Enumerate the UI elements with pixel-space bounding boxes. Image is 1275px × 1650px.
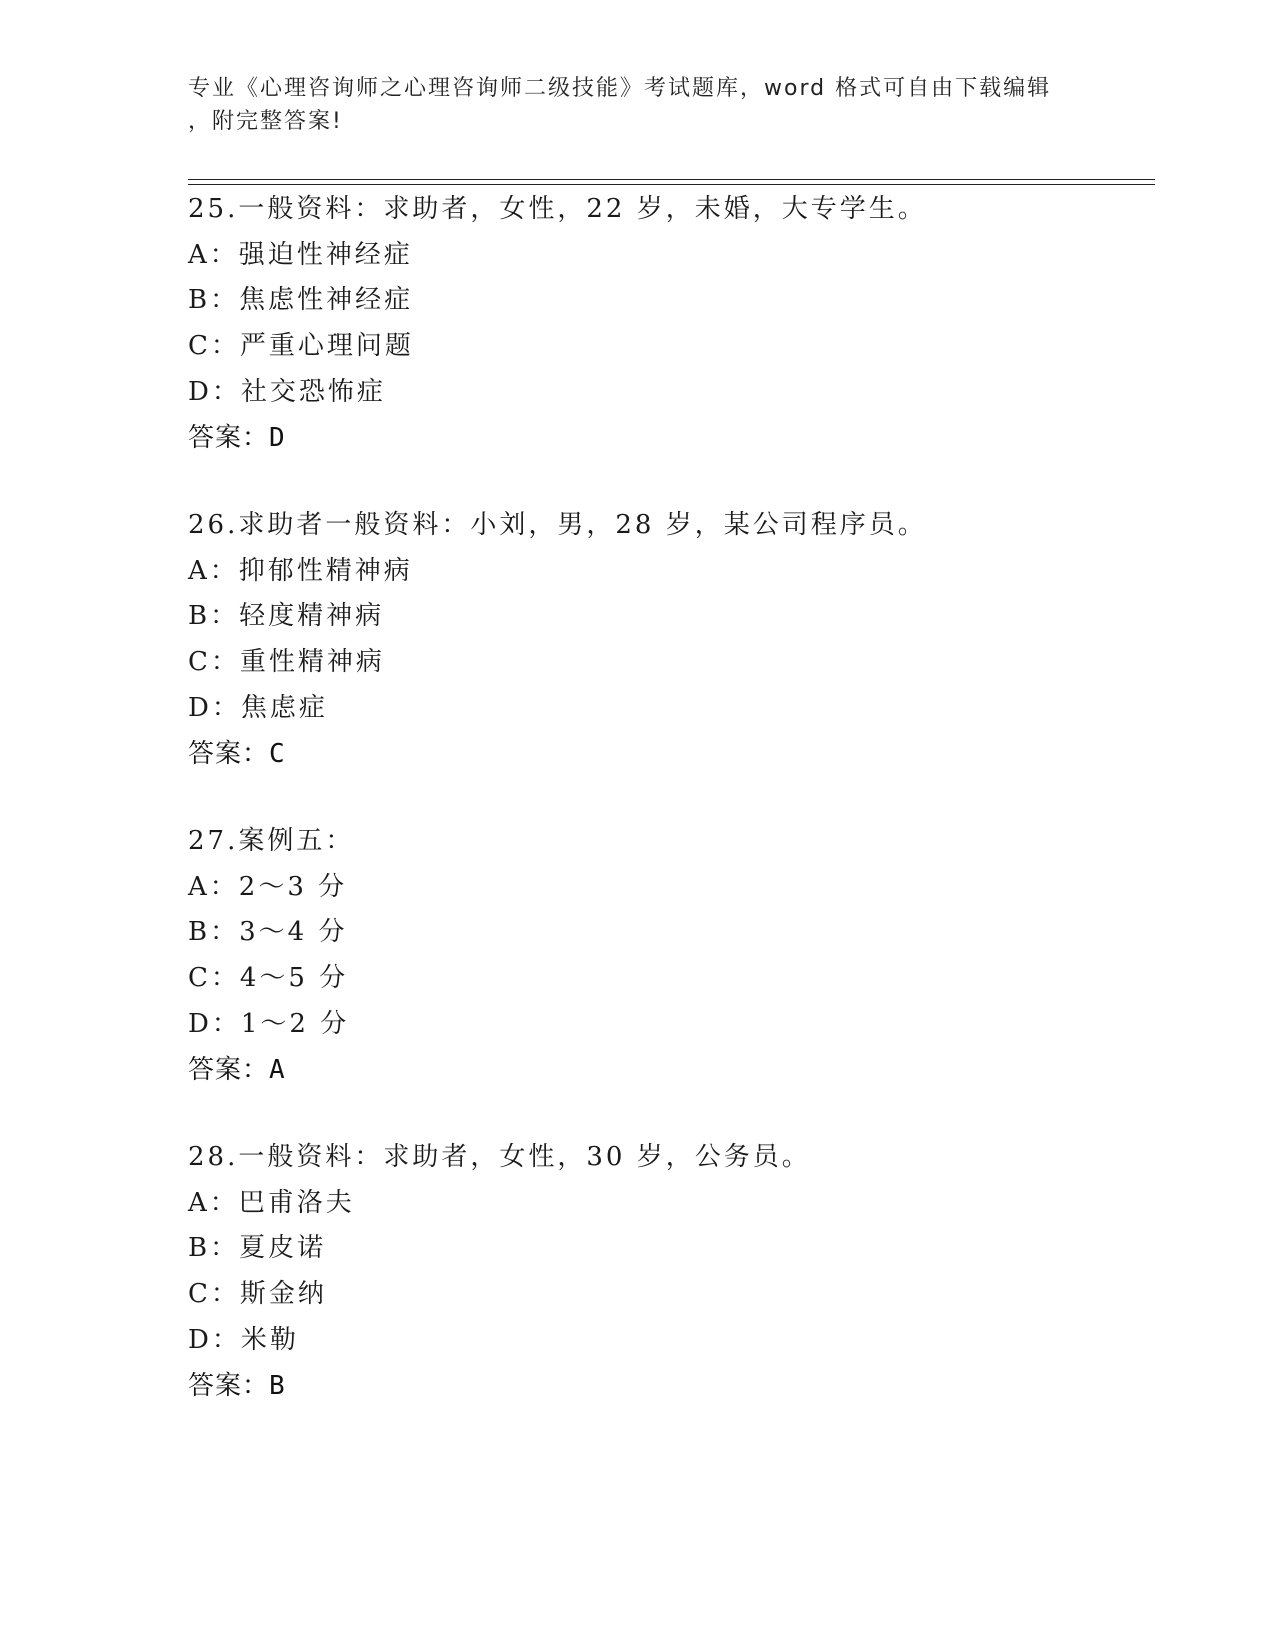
- document-header: [188, 72, 1088, 138]
- answer-line: [188, 1048, 1148, 1094]
- option-d: D：1～2 分: [188, 1008, 350, 1039]
- option-b: B：轻度精神病: [188, 601, 385, 632]
- option-d: D：米勒: [188, 1324, 299, 1355]
- option-c: C：斯金纳: [188, 1279, 327, 1310]
- answer-label: 答案：: [188, 1054, 270, 1085]
- option-a: A：巴甫洛夫: [188, 1187, 355, 1218]
- question-stem: 28.一般资料：求助者，女性，30 岁，公务员。: [188, 1142, 811, 1172]
- header-divider-bottom: [188, 184, 1155, 185]
- answer-value: B: [269, 1370, 285, 1401]
- answer-value: C: [269, 738, 285, 769]
- option-a: A：强迫性神经症: [188, 239, 413, 270]
- option-c: C：4～5 分: [188, 963, 349, 994]
- header-divider-top: [188, 179, 1155, 180]
- answer-value: D: [269, 422, 285, 453]
- header-title-line-1: 专业《心理咨询师之心理咨询师二级技能》考试题库，word 格式可自由下载编辑: [188, 76, 1052, 101]
- question-stem: 25.一般资料：求助者，女性，22 岁，未婚，大专学生。: [188, 194, 927, 224]
- answer-line: [188, 732, 1148, 778]
- question-stem: 26.求助者一般资料：小刘，男，28 岁，某公司程序员。: [188, 510, 927, 540]
- answer-label: 答案：: [188, 1370, 270, 1401]
- option-a: A：2～3 分: [188, 871, 348, 902]
- option-c: C：重性精神病: [188, 647, 385, 678]
- question-26: [188, 503, 1148, 777]
- option-d: D：社交恐怖症: [188, 376, 386, 407]
- question-27: [188, 819, 1148, 1093]
- answer-line: [188, 416, 1148, 462]
- question-25: [188, 187, 1148, 461]
- header-title-line-2: ，附完整答案!: [188, 109, 343, 134]
- question-stem: 27.案例五：: [188, 826, 355, 856]
- answer-line: [188, 1364, 1148, 1410]
- option-b: B：焦虑性神经症: [188, 285, 414, 316]
- answer-label: 答案：: [188, 422, 270, 453]
- answer-label: 答案：: [188, 738, 270, 769]
- option-b: B：3～4 分: [188, 917, 348, 948]
- question-28: [188, 1135, 1148, 1409]
- answer-value: A: [269, 1054, 285, 1085]
- option-c: C：严重心理问题: [188, 331, 414, 362]
- option-a: A：抑郁性精神病: [188, 555, 413, 586]
- option-d: D：焦虑症: [188, 692, 328, 723]
- option-b: B：夏皮诺: [188, 1233, 327, 1264]
